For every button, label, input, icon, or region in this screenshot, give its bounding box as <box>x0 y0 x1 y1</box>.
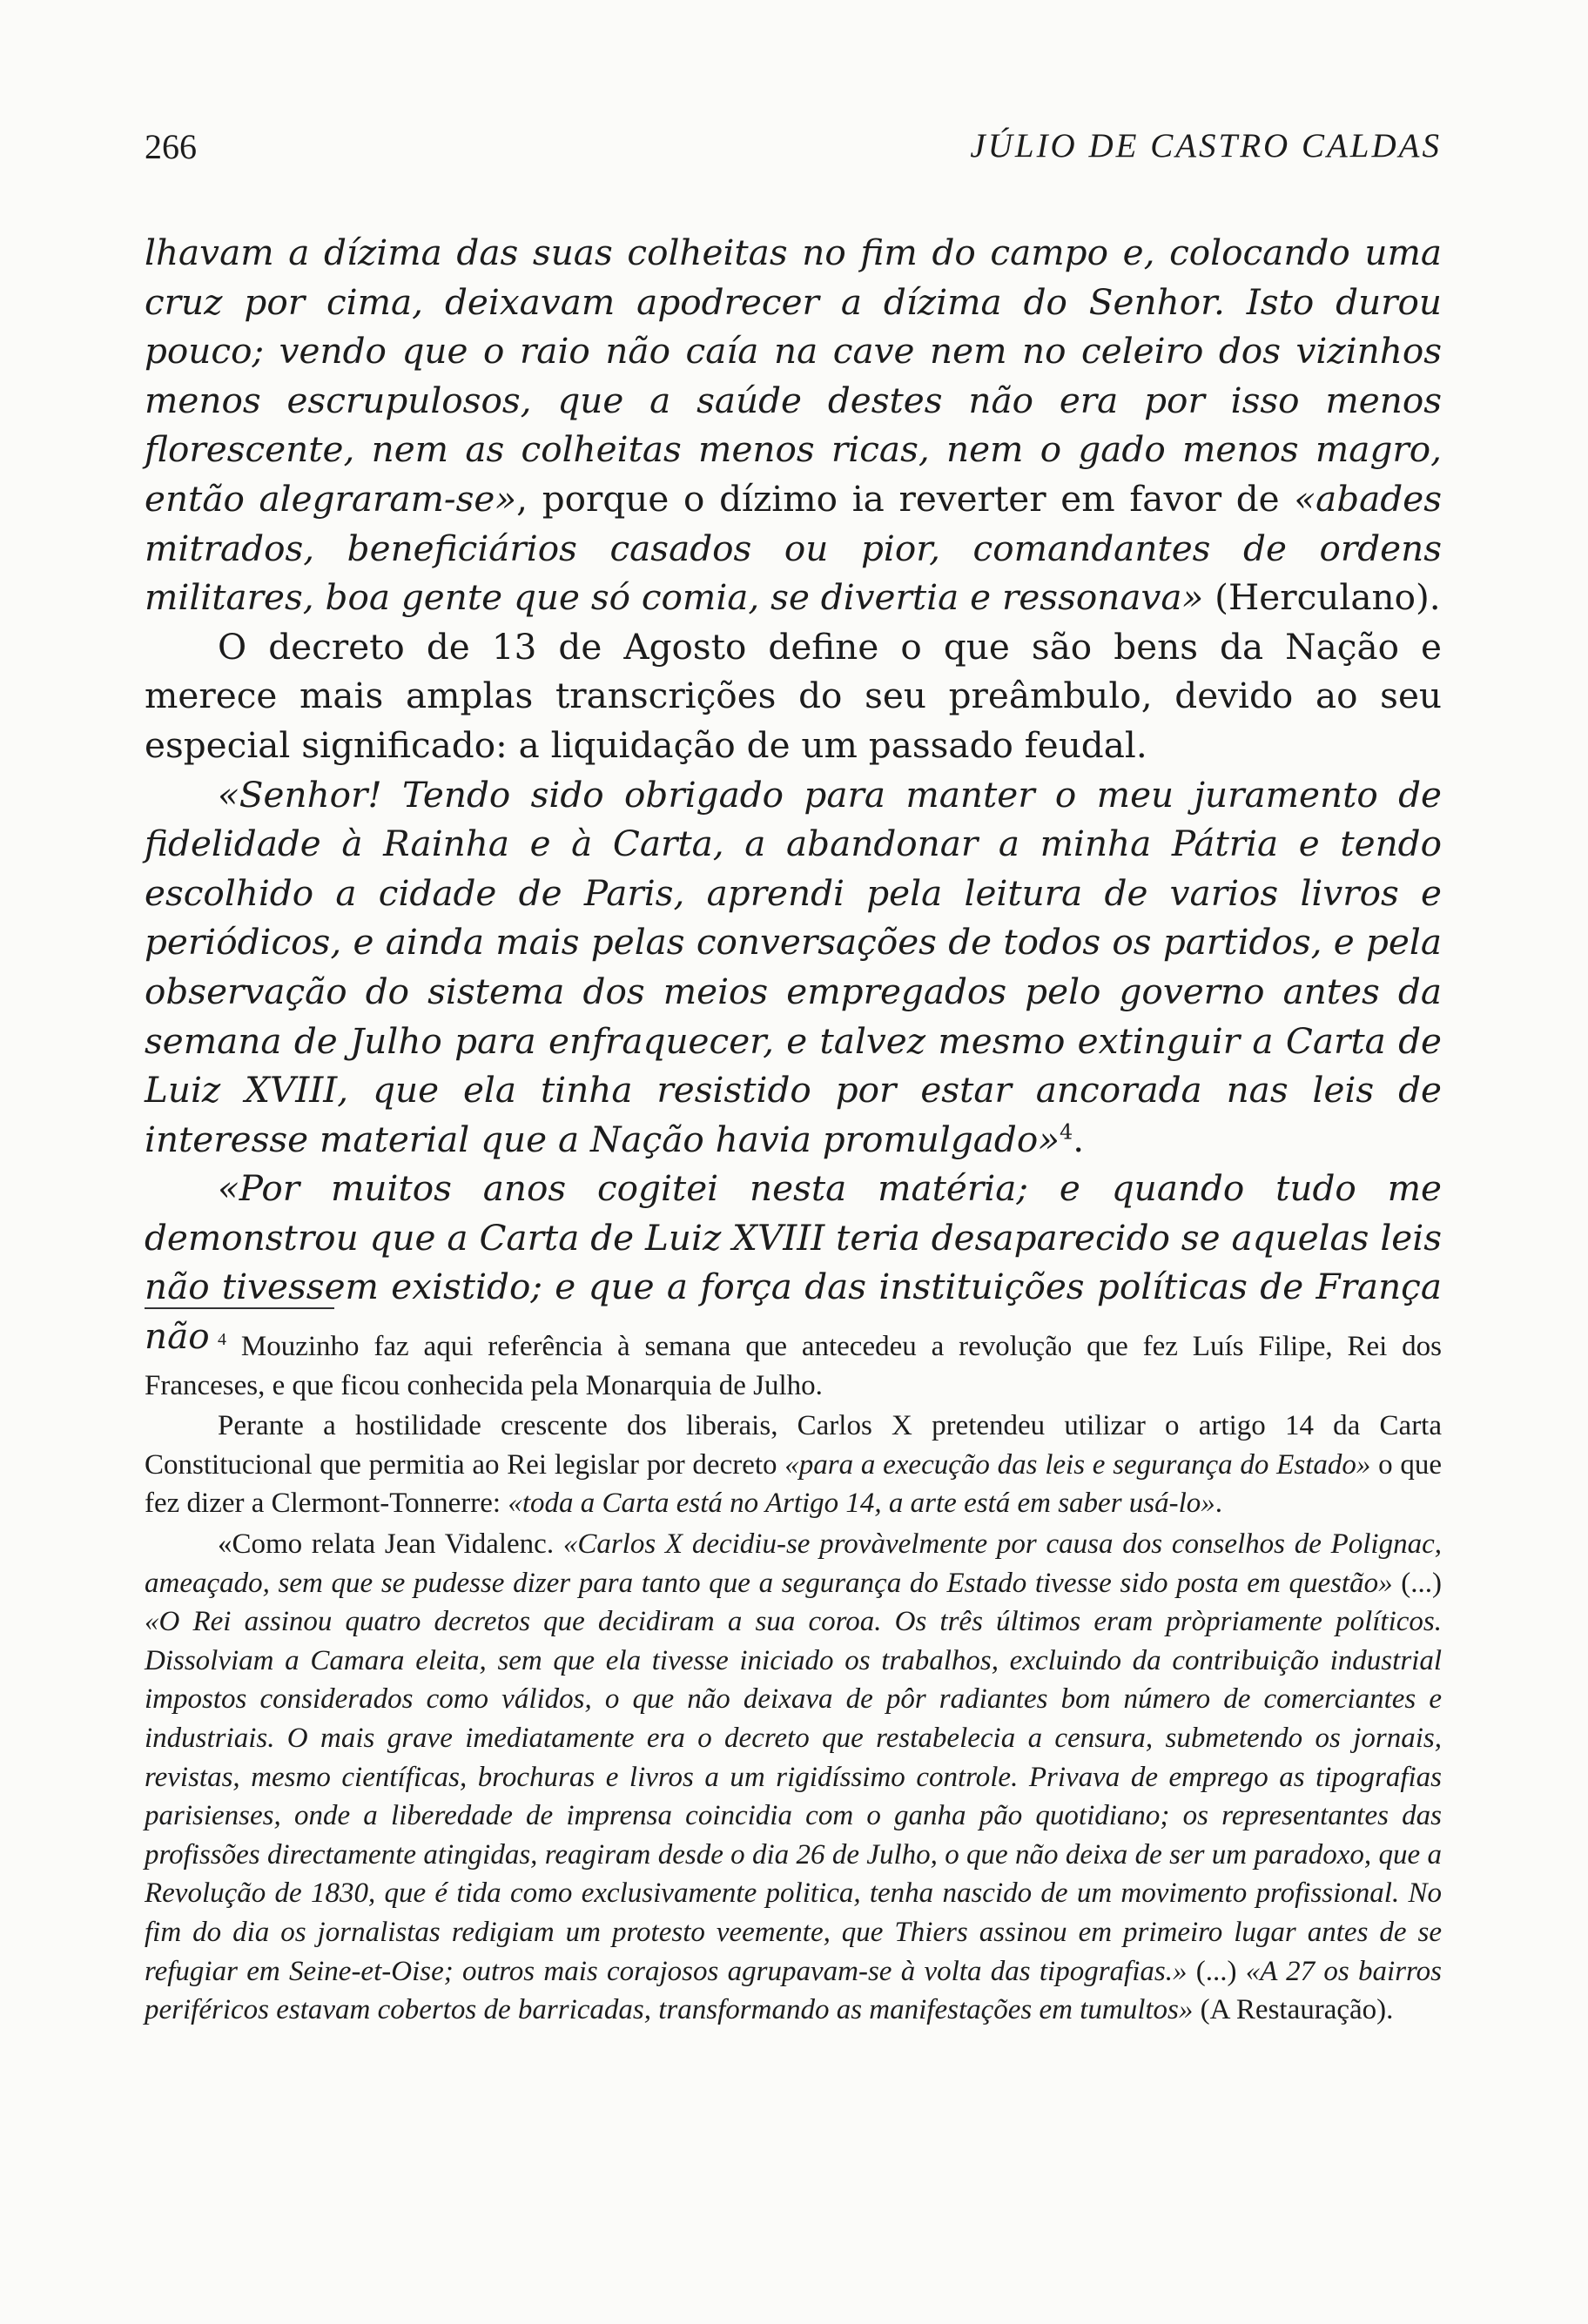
paragraph-4: «Por muitos anos cogitei nesta matéria; e quando tudo me demonstrou que a Carta de Luiz XVIII teria desaparecido se aquelas leis não tivessem existido; e que a força das instituições políticas de França não <box>145 1167 1442 1358</box>
footnote-separator <box>145 1307 334 1309</box>
footnote-4-paragraph-2 <box>145 1407 1442 1523</box>
paragraph-1 <box>145 228 1442 622</box>
footnote-text: «Como relata Jean Vidalenc. <box>218 1528 563 1560</box>
paragraph-1-text: , porque o dízimo ia reverter em favor de <box>516 477 1295 520</box>
footnote-quote: «O Rei assinou quatro decretos que decidiram a sua coroa. Os três últimos eram pròpriamente políticos. Dissolviam a Camara eleita, sem que ela tivesse iniciado os trabalhos, excluindo da contribuição industrial impostos considerados como válidos, o que não deixava de pôr radiantes bom número de comerciantes e industriais. O mais grave imediatamente era o decreto que restabelecia a censura, submetendo os jornais, revistas, mesmo científicas, brochuras e livros a um rigidíssimo controle. Privava de emprego as tipografias parisienses, onde a liberedade de imprensa coincidia com o ganha pão quotidiano; os representantes das profissões directamente atingidas, reagiram desde o dia 26 de Julho, o que não deixa de ser um paradoxo, que a Revolução de 1830, que é tida como exclusivamente politica, tenha nascido de um movimento profissional. No fim do dia os jornalistas redigiam um protesto veemente, que Thiers assinou em primeiro lugar antes de se refugiar em Seine-et-Oise; outros mais corajosos agrupavam-se à volta das tipografias.» <box>145 1606 1442 1987</box>
footnote-quote: «toda a Carta está no Artigo 14, a arte está em saber usá-lo» <box>508 1488 1215 1520</box>
footnote-quote: «A 27 os bairros periféricos estavam cobertos de barricadas, transformando as manifestações em tumultos» <box>145 1955 1443 2026</box>
footnote-quote: «para a execução das leis e segurança do Estado» <box>784 1448 1371 1481</box>
paragraph-3-end: . <box>1073 1118 1085 1160</box>
footnote-reference-4[interactable]: 4 <box>1059 1119 1073 1145</box>
footnote-text: Perante a hostilidade crescente dos liberais, Carlos X pretendeu utilizar o artigo 14 da Carta Constitucional que permitia ao Rei legislar por decreto <box>145 1410 1442 1481</box>
running-header <box>145 126 1442 178</box>
footnote-text: o que fez dizer a Clermont-Tonnerre: <box>145 1448 1442 1520</box>
footnotes <box>145 1327 1442 2037</box>
quote-herculano-2: «abades mitrados, beneficiários casados ou pior, comandantes de ordens militares, boa gente que só comia, se divertia e ressonava» <box>145 477 1442 619</box>
footnote-text: (...) <box>1187 1955 1246 1987</box>
footnote-4-paragraph-3 <box>145 1525 1442 2030</box>
footnote-quote: «Carlos X decidiu-se provàvelmente por causa dos conselhos de Polignac, ameaçado, sem que se pudesse dizer para tanto que a segurança do Estado tivesse sido posta em questão» <box>145 1528 1442 1599</box>
page-number: 266 <box>145 127 197 166</box>
paragraph-2: O decreto de 13 de Agosto define o que são bens da Nação e merece mais amplas transcrições do seu preâmbulo, devido ao seu especial significado: a liquidação de um passado feudal. <box>145 625 1442 766</box>
footnote-text: (...) <box>1392 1567 1442 1599</box>
quote-herculano-1: lhavam a dízima das suas colheitas no fim do campo e, colocando uma cruz por cima, deixavam apodrecer a dízima do Senhor. Isto durou pouco; vendo que o raio não caía na cave nem no celeiro dos vizinhos menos escrupulosos, que a saúde destes não era por isso menos florescente, nem as colheitas menos ricas, nem o gado menos magro, então alegraram-se» <box>145 232 1442 520</box>
footnote-text: . <box>1215 1488 1223 1520</box>
running-title: JÚLIO DE CASTRO CALDAS <box>970 127 1442 165</box>
quote-senhor: «Senhor! Tendo sido obrigado para manter o meu juramento de fidelidade à Rainha e à Carta, a abandonar a minha Pátria e tendo escolhido a cidade de Paris, aprendi pela leitura de varios livros e periódicos, e ainda mais pelas conversações de todos os partidos, e pela observação do sistema dos meios empregados pelo governo antes da semana de Julho para enfraquecer, e talvez mesmo extinguir a Carta de Luiz XVIII, que ela tinha resistido por estar ancorada nas leis de interesse material que a Nação havia promulgado» <box>145 773 1442 1160</box>
paragraph-3 <box>145 770 1442 1165</box>
main-text <box>145 228 1442 1361</box>
footnote-text: (A Restauração). <box>1193 1994 1394 2026</box>
footnote-4 <box>145 1327 1442 1405</box>
footnote-marker: 4 <box>218 1330 226 1349</box>
footnote-4-text: Mouzinho faz aqui referência à semana que antecedeu a revolução que fez Luís Filipe, Rei dos Franceses, e que ficou conhecida pela Monarquia de Julho. <box>145 1331 1442 1401</box>
paragraph-1-citation: (Herculano). <box>1203 576 1441 619</box>
